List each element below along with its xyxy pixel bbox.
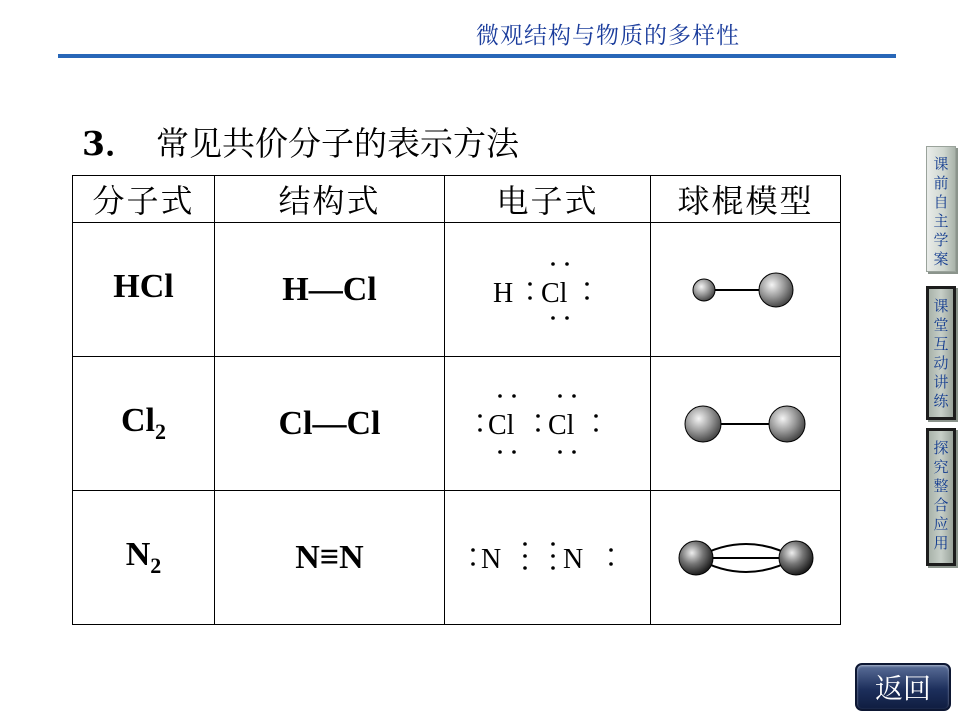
sidebar-item-explore[interactable]: 探 究 整 合 应 用 xyxy=(926,428,956,566)
return-button[interactable]: 返回 xyxy=(855,663,951,711)
elec-atom: Cl xyxy=(547,409,574,441)
n2-ball-stick-model xyxy=(676,528,816,588)
table-row xyxy=(73,357,841,491)
section-title-text: 常见共价分子的表示方法 xyxy=(155,124,519,163)
section-title xyxy=(82,118,519,165)
formula-cell xyxy=(73,223,215,357)
col-header-electron: 电子式 xyxy=(445,176,651,223)
formula-text: Cl xyxy=(121,402,155,439)
structure-cell: N≡N xyxy=(215,491,445,625)
ball-stick-cell xyxy=(651,357,841,491)
formula-cell xyxy=(73,491,215,625)
formula-text: HCl xyxy=(113,268,174,305)
header-rule xyxy=(58,54,896,58)
col-header-ball-stick: 球棍模型 xyxy=(651,176,841,223)
structure-cell: Cl—Cl xyxy=(215,357,445,491)
table-row xyxy=(73,223,841,357)
ball-stick-cell xyxy=(651,223,841,357)
elec-atom: N xyxy=(562,543,583,575)
formula-subscript: 2 xyxy=(155,419,166,444)
elec-atom: H xyxy=(492,277,513,309)
elec-atom: N xyxy=(480,543,501,575)
sidebar-item-pre-class[interactable]: 课 前 自 主 学 案 xyxy=(926,146,956,272)
header-title: 微观结构与物质的多样性 xyxy=(476,23,740,49)
col-header-structure: 结构式 xyxy=(215,176,445,223)
section-number: 3． xyxy=(82,124,138,163)
table-row xyxy=(73,491,841,625)
cl2-ball-stick-model xyxy=(681,394,811,454)
hcl-electron-formula xyxy=(473,240,623,340)
structure-cell: H—Cl xyxy=(215,223,445,357)
covalent-molecule-table xyxy=(72,175,841,625)
formula-text: N xyxy=(125,536,151,573)
elec-atom: Cl xyxy=(540,277,567,309)
hcl-ball-stick-model xyxy=(686,260,806,320)
n2-electron-formula xyxy=(463,528,633,588)
cl2-electron-formula xyxy=(468,374,628,474)
electron-formula-cell xyxy=(445,357,651,491)
sidebar-item-in-class[interactable]: 课 堂 互 动 讲 练 xyxy=(926,286,956,420)
electron-formula-cell xyxy=(445,223,651,357)
elec-atom: Cl xyxy=(487,409,514,441)
col-header-formula: 分子式 xyxy=(73,176,215,223)
formula-cell xyxy=(73,357,215,491)
table-header-row xyxy=(73,176,841,223)
ball-stick-cell xyxy=(651,491,841,625)
formula-subscript: 2 xyxy=(150,553,162,578)
electron-formula-cell xyxy=(445,491,651,625)
